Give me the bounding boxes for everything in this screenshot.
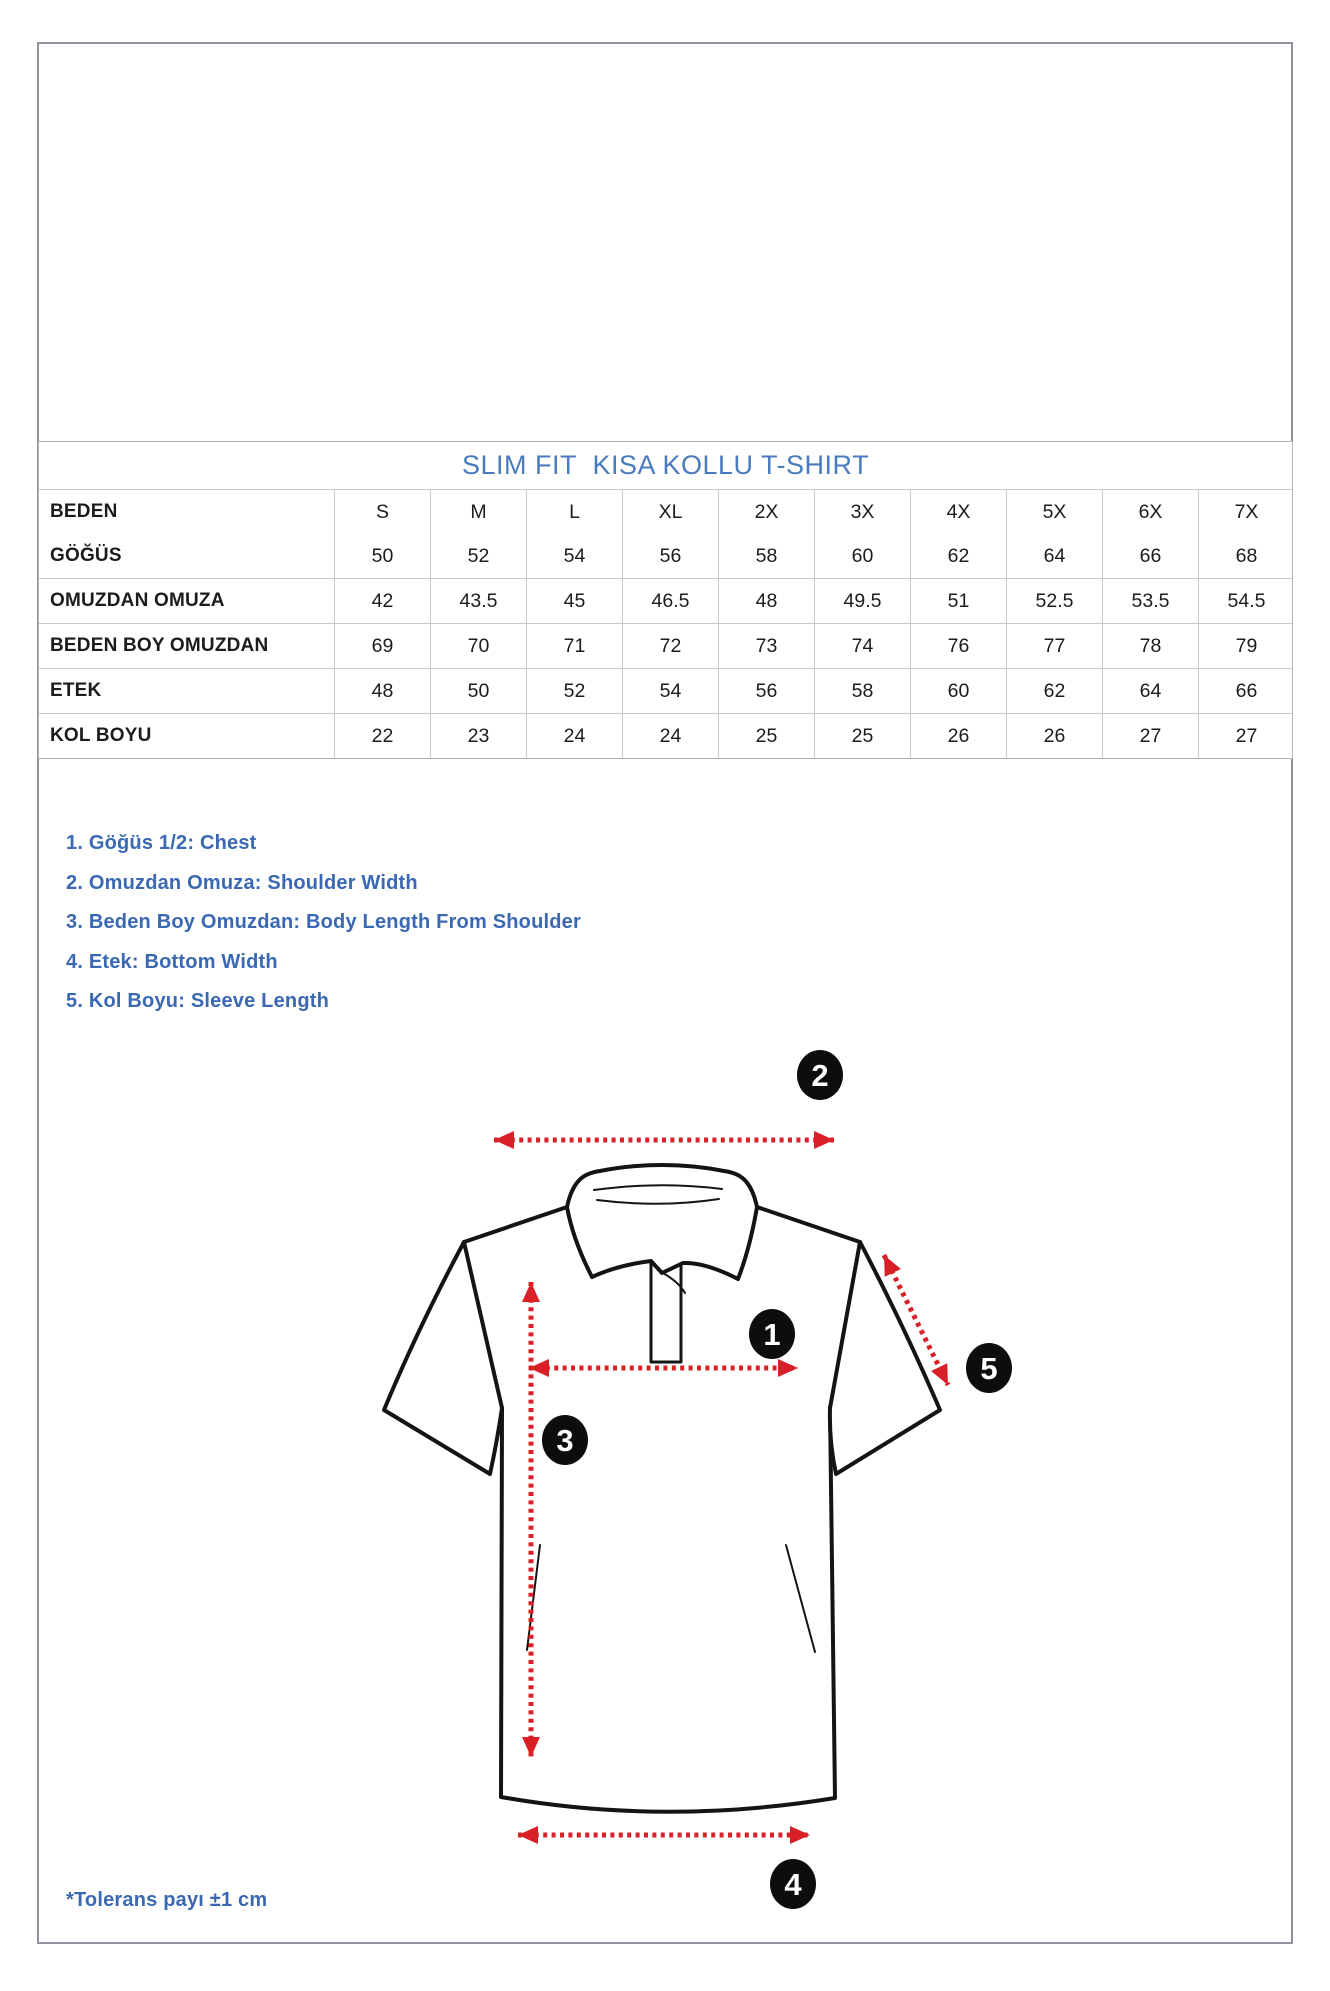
- table-row: [39, 713, 1292, 758]
- legend-item: 4. Etek: Bottom Width: [66, 950, 278, 973]
- size-row-label: BEDEN: [50, 501, 118, 522]
- measurement-value-cell: 48: [334, 669, 430, 713]
- measurement-value-cell: 54: [622, 669, 718, 713]
- table-row: [39, 534, 1292, 578]
- measurement-value-cell: 53.5: [1102, 579, 1198, 623]
- measurement-row-label: OMUZDAN OMUZA: [50, 590, 225, 611]
- marker-3-label: 3: [556, 1423, 574, 1458]
- legend-item: 1. Göğüs 1/2: Chest: [66, 832, 257, 854]
- shirt-collar: [567, 1165, 757, 1279]
- size-header-cell: 4X: [910, 490, 1006, 534]
- measurement-value-cell: 78: [1102, 624, 1198, 668]
- measurement-value-cell: 69: [334, 624, 430, 668]
- measurement-value-cell: 71: [526, 624, 622, 668]
- measurement-value-cell: 64: [1006, 534, 1102, 578]
- measurement-value-cell: 60: [910, 669, 1006, 713]
- tolerance-footnote: *Tolerans payı ±1 cm: [66, 1889, 268, 1911]
- size-header-cell: S: [334, 490, 430, 534]
- size-header-cell: 7X: [1198, 490, 1294, 534]
- marker-1-label: 1: [763, 1317, 781, 1352]
- size-header-cell: M: [430, 490, 526, 534]
- size-header-cell: 3X: [814, 490, 910, 534]
- table-row: [39, 668, 1292, 713]
- legend-item: 3. Beden Boy Omuzdan: Body Length From Shoulder: [66, 911, 581, 933]
- measurement-value-cell: 58: [718, 534, 814, 578]
- measurement-value-cell: 74: [814, 624, 910, 668]
- measurement-value-cell: 42: [334, 579, 430, 623]
- measurement-value-cell: 26: [1006, 714, 1102, 758]
- measurement-legend: [66, 824, 581, 1022]
- measurement-value-cell: 23: [430, 714, 526, 758]
- measurement-value-cell: 58: [814, 669, 910, 713]
- measurement-value-cell: 56: [718, 669, 814, 713]
- size-header-cell: XL: [622, 490, 718, 534]
- size-table-title: SLIM FIT KISA KOLLU T-SHIRT: [461, 450, 870, 480]
- measurement-value-cell: 50: [334, 534, 430, 578]
- measurement-value-cell: 66: [1102, 534, 1198, 578]
- measurement-value-cell: 52: [430, 534, 526, 578]
- size-header-cell: 6X: [1102, 490, 1198, 534]
- marker-4-label: 4: [784, 1867, 802, 1902]
- measurement-value-cell: 60: [814, 534, 910, 578]
- measurement-value-cell: 52: [526, 669, 622, 713]
- measurement-value-cell: 24: [622, 714, 718, 758]
- size-table: [38, 441, 1293, 759]
- measurement-value-cell: 70: [430, 624, 526, 668]
- measure-marker-5: [966, 1343, 1012, 1393]
- measurement-value-cell: 62: [1006, 669, 1102, 713]
- measurement-value-cell: 79: [1198, 624, 1294, 668]
- measurement-value-cell: 68: [1198, 534, 1294, 578]
- measurement-value-cell: 25: [814, 714, 910, 758]
- measurement-value-cell: 72: [622, 624, 718, 668]
- table-row: [39, 623, 1292, 668]
- measurement-value-cell: 43.5: [430, 579, 526, 623]
- measurement-value-cell: 48: [718, 579, 814, 623]
- measurement-value-cell: 54: [526, 534, 622, 578]
- measurement-value-cell: 27: [1102, 714, 1198, 758]
- measurement-value-cell: 51: [910, 579, 1006, 623]
- measurement-value-cell: 24: [526, 714, 622, 758]
- polo-shirt-outline: [384, 1165, 940, 1812]
- measurement-value-cell: 66: [1198, 669, 1294, 713]
- measure-marker-2: [797, 1050, 843, 1100]
- shirt-placket: [651, 1261, 681, 1362]
- marker-5-label: 5: [980, 1351, 998, 1386]
- size-header-cell: L: [526, 490, 622, 534]
- measurement-row-label: BEDEN BOY OMUZDAN: [50, 635, 269, 656]
- measurement-value-cell: 27: [1198, 714, 1294, 758]
- size-header-cell: 2X: [718, 490, 814, 534]
- measurement-row-label: ETEK: [50, 680, 102, 701]
- measurement-value-cell: 22: [334, 714, 430, 758]
- measurement-value-cell: 46.5: [622, 579, 718, 623]
- measure-marker-3: [542, 1415, 588, 1465]
- marker-2-label: 2: [811, 1058, 829, 1093]
- measurement-value-cell: 64: [1102, 669, 1198, 713]
- measurement-value-cell: 73: [718, 624, 814, 668]
- measure-marker-1: [749, 1309, 795, 1359]
- measurement-row-label: KOL BOYU: [50, 725, 152, 746]
- measurement-value-cell: 76: [910, 624, 1006, 668]
- measurement-row-label: GÖĞÜS: [50, 545, 122, 566]
- measurement-value-cell: 45: [526, 579, 622, 623]
- measure-marker-4: [770, 1859, 816, 1909]
- size-table-header-row: [39, 489, 1292, 534]
- measurement-value-cell: 50: [430, 669, 526, 713]
- table-row: [39, 578, 1292, 623]
- legend-item: 2. Omuzdan Omuza: Shoulder Width: [66, 871, 418, 894]
- measurement-value-cell: 26: [910, 714, 1006, 758]
- measurement-value-cell: 52.5: [1006, 579, 1102, 623]
- measurement-value-cell: 62: [910, 534, 1006, 578]
- measurement-value-cell: 77: [1006, 624, 1102, 668]
- legend-item: 5. Kol Boyu: Sleeve Length: [66, 990, 330, 1012]
- measurement-value-cell: 54.5: [1198, 579, 1294, 623]
- measurement-value-cell: 56: [622, 534, 718, 578]
- size-header-cell: 5X: [1006, 490, 1102, 534]
- measurement-value-cell: 25: [718, 714, 814, 758]
- measurement-value-cell: 49.5: [814, 579, 910, 623]
